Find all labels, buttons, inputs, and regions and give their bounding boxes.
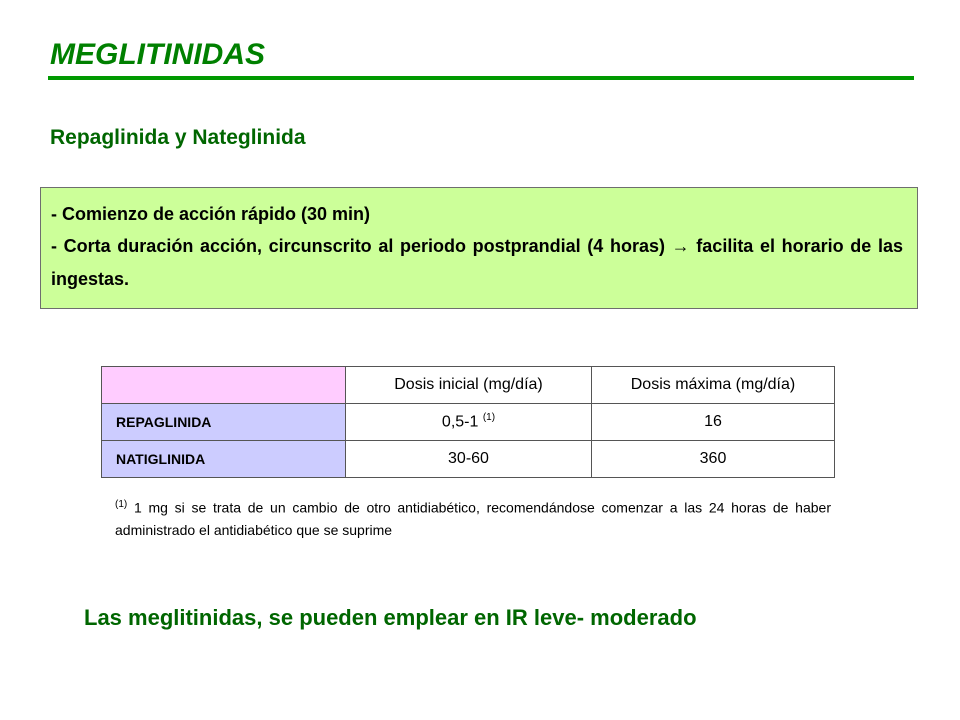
highlight-box — [40, 187, 918, 309]
row-name-natiglinida: NATIGLINIDA — [102, 441, 346, 478]
footnote-text: 1 mg si se trata de un cambio de otro antidiabético, recomendándose comenzar a las 24 horas de haber administrado el antidiabético que se suprime — [115, 499, 831, 538]
arrow-right-icon: → — [671, 236, 690, 256]
bullet-dash: - — [51, 204, 62, 224]
title-underline — [48, 76, 914, 80]
header-cell-initial-dose: Dosis inicial (mg/día) — [346, 367, 592, 404]
cell-max-dose: 360 — [592, 441, 835, 478]
bullet-text: Corta duración acción, circunscrito al periodo postprandial (4 horas) — [63, 236, 665, 256]
bullet-onset — [51, 198, 903, 231]
cell-max-dose: 16 — [592, 404, 835, 441]
bullet-text: Comienzo de acción rápido (30 min) — [62, 204, 371, 224]
bullet-dash: - — [51, 236, 64, 256]
cell-initial-dose: 30-60 — [346, 441, 592, 478]
cell-value: 0,5-1 — [441, 413, 479, 431]
section-subtitle: Repaglinida y Nateglinida — [50, 126, 306, 149]
conclusion-text: Las meglitinidas, se pueden emplear en IR leve- moderado — [84, 605, 697, 630]
bullet-duration — [51, 230, 903, 296]
header-cell-empty — [102, 367, 346, 404]
dosage-table — [101, 366, 835, 478]
table-footnote — [115, 494, 831, 541]
cell-initial-dose — [346, 404, 592, 441]
page-title: MEGLITINIDAS — [50, 38, 265, 71]
table-row — [102, 441, 835, 478]
header-cell-max-dose: Dosis máxima (mg/día) — [592, 367, 835, 404]
table-header-row — [102, 367, 835, 404]
table-row — [102, 404, 835, 441]
row-name-repaglinida: REPAGLINIDA — [102, 404, 346, 441]
bullet-text-continued: facilita el horario de las ingestas. — [51, 236, 903, 289]
footnote-mark: (1) — [115, 499, 128, 510]
footnote-reference: (1) — [482, 412, 496, 424]
